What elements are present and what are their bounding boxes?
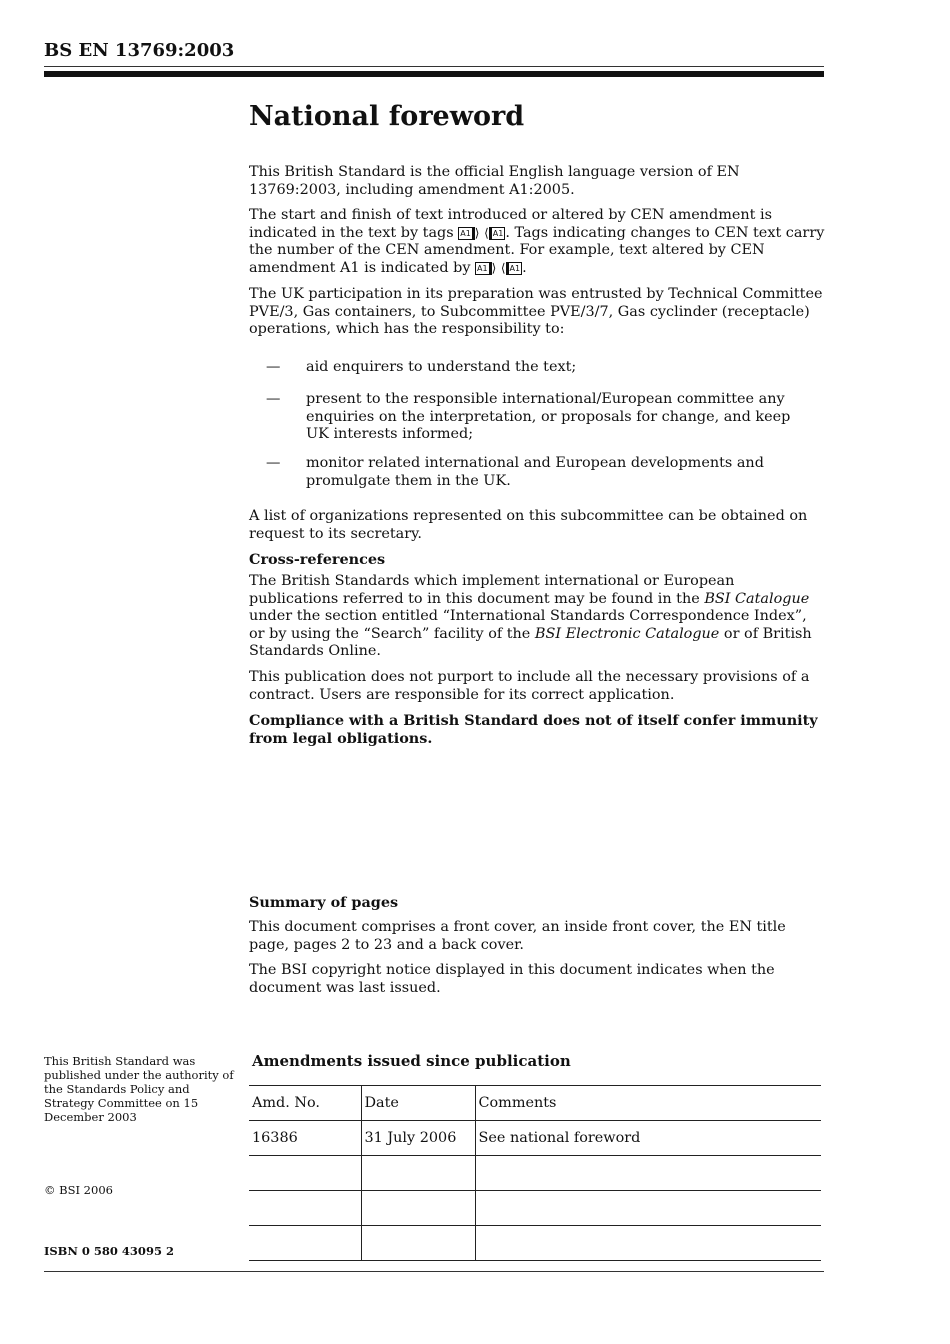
table-cell <box>361 1226 475 1261</box>
intro-paragraph-2-part-a: The start and finish of text introduced or altered by CEN amendment is indicated in the text by tags <box>249 207 773 241</box>
column-header-comments: Comments <box>475 1086 821 1121</box>
table-row <box>249 1121 821 1156</box>
footer-rule <box>44 1271 824 1272</box>
table-row <box>249 1226 821 1261</box>
disclaimer-paragraph: This publication does not purport to include all the necessary provisions of a contract. Users are responsible for its correct application. <box>249 669 810 703</box>
table-cell <box>249 1191 361 1226</box>
page-title: National foreword <box>249 101 525 132</box>
list-bullet-dash: — <box>266 391 281 407</box>
summary-paragraph-2: The BSI copyright notice displayed in this document indicates when the document was last issued. <box>249 962 775 996</box>
header-rule-thick <box>44 71 824 77</box>
copyright-notice: © BSI 2006 <box>44 1183 113 1197</box>
cross-references-text-1: The British Standards which implement international or European publications referred to in this document may be found in the <box>249 573 735 607</box>
bsi-catalogue-title: BSI Catalogue <box>704 590 810 607</box>
authority-note: This British Standard was published under the authority of the Standards Policy and Strategy Committee on 15 December 2003 <box>44 1054 234 1124</box>
table-row <box>249 1191 821 1226</box>
table-cell <box>249 1156 361 1191</box>
table-cell: 31 July 2006 <box>361 1121 475 1156</box>
table-cell <box>475 1226 821 1261</box>
compliance-statement: Compliance with a British Standard does not of itself confer immunity from legal obligations. <box>249 712 818 747</box>
list-bullet-dash: — <box>266 359 281 375</box>
summary-of-pages-heading: Summary of pages <box>249 894 399 911</box>
table-cell: 16386 <box>249 1121 361 1156</box>
column-header-date: Date <box>361 1086 475 1121</box>
example-end-tag-icon: A1 <box>506 262 523 275</box>
table-header-row <box>249 1086 821 1121</box>
amendments-table <box>249 1085 821 1261</box>
table-cell <box>475 1156 821 1191</box>
intro-paragraph-3: The UK participation in its preparation was entrusted by Technical Committee PVE/3, Gas containers, to Subcommittee PVE/3/7, Gas cyclinder (receptacle) operations, which has the responsibility to: <box>249 286 823 338</box>
intro-paragraph-2-part-c: . <box>522 259 527 276</box>
cross-references-text-2: under the section entitled “International Standards Correspondence Index”, or by using the “Search” facility of the <box>249 608 807 642</box>
column-header-amd-no: Amd. No. <box>249 1086 361 1121</box>
table-cell: See national foreword <box>475 1121 821 1156</box>
intro-paragraph-2-part-b: . Tags indicating changes to CEN text carry the number of the CEN amendment. For example, text altered by CEN amendment A1 is indicated by <box>249 224 825 276</box>
amendment-end-arrow-icon: ⟨ <box>484 225 489 240</box>
cross-references-text-3: or of British Standards Online. <box>249 625 812 660</box>
amendments-title: Amendments issued since publication <box>252 1052 571 1070</box>
summary-paragraph-1: This document comprises a front cover, an inside front cover, the EN title page, pages 2 to 23 and a back cover. <box>249 919 786 953</box>
organizations-paragraph: A list of organizations represented on this subcommittee can be obtained on request to its secretary. <box>249 508 808 542</box>
cross-references-paragraph <box>249 573 825 661</box>
isbn: ISBN 0 580 43095 2 <box>44 1244 174 1258</box>
header-rule-thin <box>44 66 824 67</box>
list-item: aid enquirers to understand the text; <box>306 359 577 375</box>
intro-paragraph-2 <box>249 207 825 277</box>
cross-references-heading: Cross-references <box>249 551 386 568</box>
amendment-start-tag-icon: A1 <box>458 227 475 240</box>
table-cell <box>361 1191 475 1226</box>
example-end-arrow-icon: ⟨ <box>500 260 506 275</box>
list-item: present to the responsible international/European committee any enquiries on the interpretation, or proposals for change, and keep UK interests informed; <box>306 391 791 443</box>
table-cell <box>249 1226 361 1261</box>
amendment-end-tag-icon: A1 <box>489 227 506 240</box>
list-item: monitor related international and European developments and promulgate them in the UK. <box>306 455 764 489</box>
intro-paragraph-1: This British Standard is the official English language version of EN 13769:2003, including amendment A1:2005. <box>249 164 740 198</box>
table-cell <box>475 1191 821 1226</box>
example-start-tag-icon: A1 <box>475 262 492 275</box>
list-bullet-dash: — <box>266 455 281 471</box>
bsi-electronic-catalogue-title: BSI Electronic Catalogue <box>534 625 720 642</box>
table-row <box>249 1156 821 1191</box>
example-start-arrow-icon: ⟩ <box>491 260 497 275</box>
amendment-start-arrow-icon: ⟩ <box>474 225 480 240</box>
table-cell <box>361 1156 475 1191</box>
document-id: BS EN 13769:2003 <box>44 40 235 61</box>
